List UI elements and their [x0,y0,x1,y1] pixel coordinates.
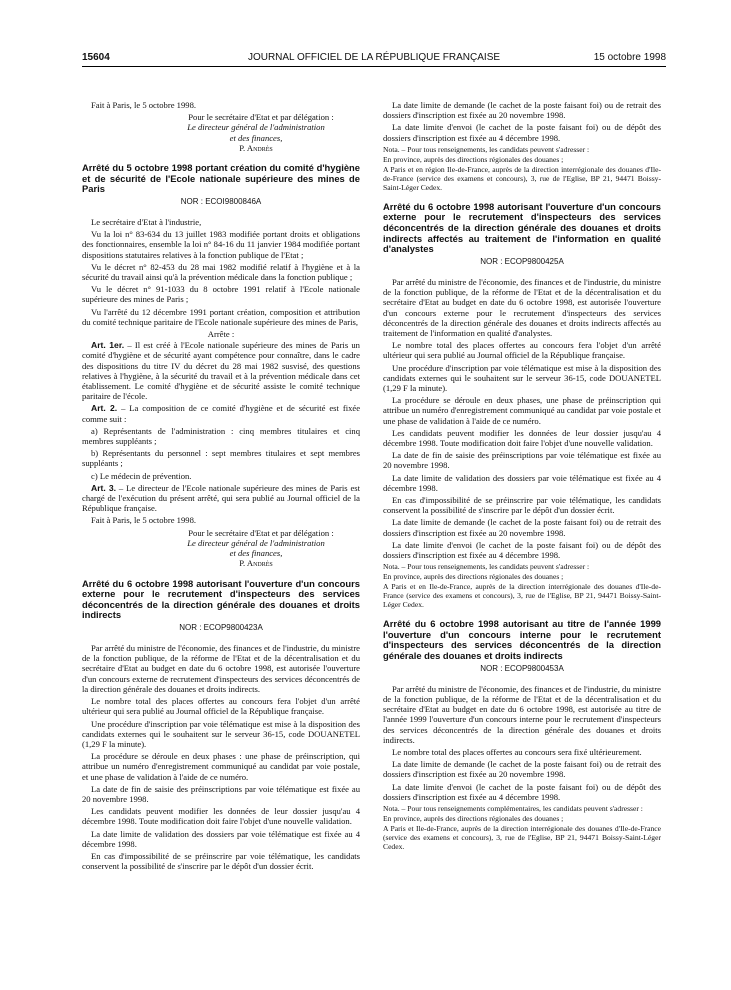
list-item: a) Représentants de l'administration : cinq membres titulaires et cinq membres suppléants ; [82,425,360,447]
paragraph: La date limite d'envoi (le cachet de la poste faisant foi) ou de dépôt des dossiers d'inscription est fixée au 4 décembre 1998. [383,781,661,802]
signature-delegation: Pour le secrétaire d'Etat et par délégation : [188,112,334,123]
article-2 [82,403,360,423]
left-column [82,100,360,873]
page-number: 15604 [82,52,110,63]
decree-title: Arrêté du 6 octobre 1998 autorisant l'ouverture d'un concours externe pour le recrutement d'inspecteurs des services déconcentrés de la direction générale des douanes et droits indirects [82,577,360,621]
paragraph: La date limite de demande (le cachet de la poste faisant foi) ou de retrait des dossiers d'inscription est fixée au 20 novembre 1998. [383,759,661,780]
paragraph: Vu le décret n° 82-453 du 28 mai 1982 modifié relatif à l'hygiène et à la sécurité du travail ainsi qu'à la prévention médicale dans la fonction publique ; [82,261,360,283]
list-item: b) Représentants du personnel : sept membres titulaires et sept membres suppléants ; [82,448,360,469]
paragraph: La date limite de validation des dossiers par voie télématique est fixée au 4 décembre 1998. [82,828,360,849]
decree-title: Arrêté du 6 octobre 1998 autorisant l'ouverture d'un concours externe pour le recrutement d'inspecteurs des services déconcentrés de la direction générale des douanes et droits indirects affectés au traitement de l'information en qualité d'analystes [383,200,661,255]
paragraph: La procédure se déroule en deux phases, une phase de préinscription qui attribue un numéro d'enregistrement communiqué au candidat par voie postale et une phase de validation à l'aide de ce numéro. [383,395,661,426]
paragraph: La date limite de demande (le cachet de la poste faisant foi) ou de retrait des dossiers d'inscription est fixée au 20 novembre 1998. [383,517,661,538]
list-item: c) Le médecin de prévention. [91,470,192,481]
paragraph: La date limite de validation des dossiers par voie télématique est fixée au 4 décembre 1998. [383,472,661,493]
signature-place-date: Fait à Paris, le 5 octobre 1998. [91,100,197,110]
paragraph: Le nombre total des places offertes au concours fera l'objet d'un arrêté ultérieur qui sera publié au Journal officiel de la République française. [82,696,360,717]
decree-title: Arrêté du 5 octobre 1998 portant création du comité d'hygiène et de sécurité de l'Ecole nationale supérieure des mines de Paris [82,162,360,195]
nota: Nota. – Pour tous renseignements, les candidats peuvent s'adresser : [383,144,590,154]
paragraph: La procédure se déroule en deux phases : une phase de préinscription, qui attribue un numéro d'enregistrement communiqué au candidat par voie postale, et une phase de validation à l'aide de ce numéro. [82,751,360,782]
paragraph: Par arrêté du ministre de l'économie, des finances et de l'industrie, du ministre de la fonction publique, de la réforme de l'Etat et de la décentralisation et du secrétaire d'Etat au budget en date du 6 octobre 1998, est autorisée l'ouverture d'un concours externe pour le recrutement d'inspecteurs des services déconcentrés de la direction générale des douanes et droits indirects affectés au traitement de l'information en qualité d'analystes. [383,276,661,338]
header-rule [82,66,666,67]
article-text: – Il est créé à l'Ecole nationale supérieure des mines de Paris un comité d'hygiène et de sécurité ayant compétence pour connaître, dans le cadre des dispositions du titre IV du décret du 28 mai 1982 susvisé, des questions relatives à l'hygiène, à la sécurité du travail et à la prévention médicale dans cet établissement. Le comité d'hygiène et de sécurité assiste le comité technique paritaire de l'école. [82,340,360,402]
nor-reference: NOR : ECOP9800423A [179,622,263,632]
signature-role-2: et des finances, [229,548,283,559]
paragraph: Le secrétaire d'Etat à l'industrie, [91,217,202,227]
article-3 [82,483,360,514]
decree-title: Arrêté du 6 octobre 1998 autorisant au titre de l'année 1999 l'ouverture d'un concours interne pour le recrutement d'inspecteurs des services déconcentrés de la direction générale des douanes et droits indirects [383,618,661,662]
paragraph: Vu l'arrêté du 12 décembre 1991 portant création, composition et attribution du comité technique paritaire de l'Ecole nationale supérieure des mines de Paris, [82,306,360,327]
paragraph: Par arrêté du ministre de l'économie, des finances et de l'industrie, du ministre de la fonction publique, de la réforme de l'Etat et de la décentralisation et du secrétaire d'Etat au budget en date du 6 octobre 1998, est autorisée au titre de l'année 1999 l'ouverture d'un concours interne pour le recrutement d'inspecteurs des services déconcentrés de la direction générale des douanes et droits indirects. [383,683,661,745]
page-header [82,52,666,66]
nota: Nota. – Pour tous renseignements, les candidats peuvent s'adresser : [383,562,590,572]
signature-role-2: et des finances, [229,132,283,143]
paragraph: Une procédure d'inscription par voie télématique est mise à la disposition des candidats externes qui le souhaitent sur le serveur 36-15, code DOUANETEL (1,29 F la minute). [82,718,360,749]
journal-title: JOURNAL OFFICIEL DE LA RÉPUBLIQUE FRANÇAISE [247,52,501,63]
paragraph: En cas d'impossibilité de se préinscrire par voie télématique, les candidats conservent la possibilité de s'inscrire par le dépôt d'un dossier écrit. [82,850,360,872]
article-label: Art. 3. [91,482,117,493]
paragraph: La date limite de demande (le cachet de la poste faisant foi) ou de retrait des dossiers d'inscription est fixée au 20 novembre 1998. [383,100,661,121]
nota-line: A Paris et en Ile-de-France, auprès de la direction interrégionale des douanes d'Ile-de-France (service des examens et concours), 3, rue de l'Eglise, BP 21, 94471 Boissy-Saint-Léger Cedex. [383,582,661,610]
signature-name: P. Andrès [239,558,273,569]
right-column [383,100,661,852]
paragraph: Le nombre total des places offertes au concours sera fixé ultérieurement. [392,747,642,758]
signature-role: Le directeur général de l'administration [187,537,325,548]
paragraph: Les candidats peuvent modifier les données de leur dossier jusqu'au 4 décembre 1998. Toute modification doit faire l'objet d'une nouvelle validation. [82,806,360,827]
article-1 [82,340,360,401]
paragraph: Les candidats peuvent modifier les données de leur dossier jusqu'au 4 décembre 1998. Toute modification doit faire l'objet d'une nouvelle validation. [383,427,661,449]
nota-line: A Paris et en région Ile-de-France, auprès de la direction interrégionale des douanes d'Ile-de-France (service des examens et concours), 3, rue de l'Eglise, BP 21, 94471 Boissy-Saint-Léger Cedex. [383,164,661,192]
article-text: – La composition de ce comité d'hygiène et de sécurité est fixée comme suit : [82,403,361,424]
issue-date: 15 octobre 1998 [593,52,666,63]
paragraph: La date limite d'envoi (le cachet de la poste faisant foi) ou de dépôt des dossiers d'inscription est fixée au 4 décembre 1998. [383,122,661,143]
nota-line: A Paris et Ile-de-France, auprès de la direction interrégionale des douanes d'Ile-de-France (service des examens et concours), 3, rue de l'Eglise, BP 21, 94471 Boissy-Saint-Léger Cedex. [383,824,661,852]
nota-line: En province, auprès des directions régionales des douanes ; [383,572,564,582]
nota: Nota. – Pour tous renseignements complémentaires, les candidats peuvent s'adresser : [383,804,643,814]
paragraph: La date de fin de saisie des préinscriptions par voie télématique est fixée au 20 novembre 1998. [82,783,360,804]
paragraph: Vu le décret n° 91-1033 du 8 octobre 1991 relatif à l'Ecole nationale supérieure des mines de Paris ; [82,284,360,305]
paragraph: Le nombre total des places offertes au concours fera l'objet d'un arrêté ultérieur qui sera publié au Journal officiel de la République française. [383,340,661,361]
paragraph: Vu la loi n° 83-634 du 13 juillet 1983 modifiée portant droits et obligations des fonctionnaires, ensemble la loi n° 84-16 du 11 janvier 1984 modifiée portant dispositions statutaires relatives à la fonction publique de l'Etat ; [82,229,360,260]
signature-place-date: Fait à Paris, le 5 octobre 1998. [91,515,197,526]
article-label: Art. 1er. [91,340,125,351]
signature-role: Le directeur général de l'administration [187,122,325,133]
article-text: – Le directeur de l'Ecole nationale supérieure des mines de Paris est chargé de l'exécution du présent arrêté, qui sera publié au Journal officiel de la République française. [82,482,361,514]
nota-line: En province, auprès des directions régionales des douanes ; [383,154,564,164]
arrete-heading: Arrête : [207,329,235,340]
paragraph: La date de fin de saisie des préinscriptions par voie télématique est fixée au 20 novembre 1998. [383,450,661,471]
signature-delegation: Pour le secrétaire d'Etat et par délégation : [188,527,334,538]
paragraph: Une procédure d'inscription par voie télématique est mise à la disposition des candidats externes qui le souhaitent sur le serveur 36-15, code DOUANETEL (1,29 F la minute). [383,362,661,394]
signature-name: P. Andrès [239,142,273,153]
paragraph: La date limite d'envoi (le cachet de la poste faisant foi) ou de dépôt des dossiers d'inscription est fixée au 4 décembre 1998. [383,539,661,561]
paragraph: Par arrêté du ministre de l'économie, des finances et de l'industrie, du ministre de la fonction publique, de la réforme de l'Etat et de la décentralisation et du secrétaire d'Etat au budget en date du 6 octobre 1998, est autorisée l'ouverture d'un concours externe de recrutement d'inspecteurs des services déconcentrés de la direction générale des douanes et droits indirects. [82,643,360,694]
nor-reference: NOR : ECOP9800453A [480,663,564,673]
nota-line: En province, auprès des directions régionales des douanes ; [383,814,564,824]
nor-reference: NOR : ECOP9800425A [480,256,564,266]
nor-reference: NOR : ECOI9800846A [180,196,262,206]
article-label: Art. 2. [91,403,118,414]
paragraph: En cas d'impossibilité de se préinscrire par voie télématique, les candidats conservent la possibilité de s'inscrire par le dépôt d'un dossier écrit. [383,495,661,516]
